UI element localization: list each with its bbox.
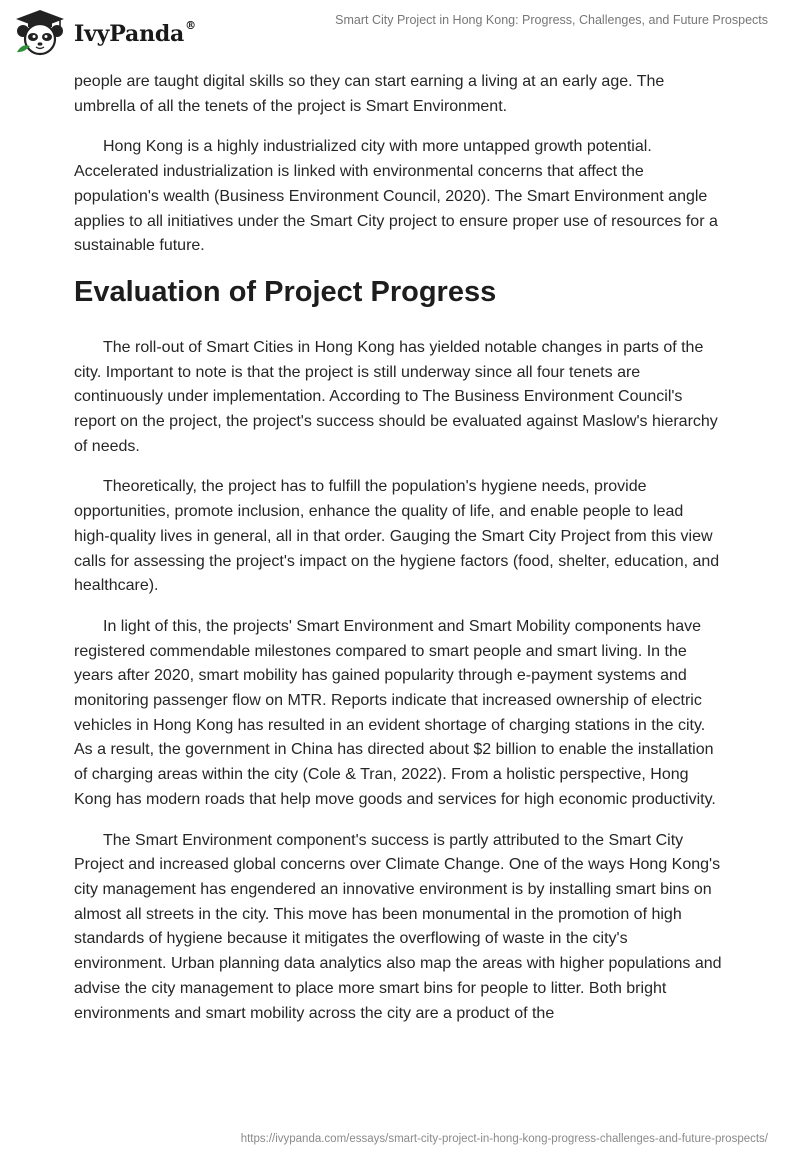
source-url-link[interactable]: https://ivypanda.com/essays/smart-city-project-in-hong-kong-progress-challenges-and-future-prospects/ bbox=[240, 1133, 768, 1145]
brand-logo[interactable] bbox=[14, 8, 196, 56]
paragraph-continuation: people are taught digital skills so they can start earning a living at an early age. The umbrella of all the tenets of the project is Smart Environment. bbox=[74, 73, 665, 115]
brand-name: IvyPanda® bbox=[74, 18, 196, 47]
paragraph: The roll-out of Smart Cities in Hong Kong has yielded notable changes in parts of the city. Important to note is that the project is still underway since all four tenets are continuously under implementation. According to The Business Environment Council's report on the project, the project's success should be evaluated against Maslow's hierarchy of needs. bbox=[74, 338, 718, 455]
paragraph: In light of this, the projects' Smart Environment and Smart Mobility components have registered commendable milestones compared to smart people and smart living. In the years after 2020, smart mobility has gained popularity through e-payment systems and monitoring passenger flow on MTR. Reports indicate that increased ownership of electric vehicles in Hong Kong has resulted in an evident shortage of charging stations in the city. As a result, the government in China has directed about $2 billion to enable the installation of charging areas within the city (Cole & Tran, 2022). From a holistic perspective, Hong Kong has modern roads that help move goods and services for high economic productivity. bbox=[74, 617, 716, 808]
registered-mark: ® bbox=[185, 18, 196, 32]
panda-graduate-icon bbox=[14, 8, 66, 56]
page-header bbox=[0, 0, 800, 62]
running-title: Smart City Project in Hong Kong: Progress, Challenges, and Future Prospects bbox=[335, 13, 768, 27]
essay-content bbox=[74, 70, 722, 1042]
section-heading: Evaluation of Project Progress bbox=[74, 275, 497, 308]
paragraph: Hong Kong is a highly industrialized city with more untapped growth potential. Accelerated industrialization is linked with environmental concerns that affect the population's wealth (Business Environment Council, 2020). The Smart Environment angle applies to all initiatives under the Smart City project to ensure proper use of resources for a sustainable future. bbox=[74, 138, 718, 255]
paragraph: Theoretically, the project has to fulfill the population's hygiene needs, provide opportunities, promote inclusion, enhance the quality of life, and enable people to lead high-quality lives in general, all in that order. Gauging the Smart City Project from this view calls for assessing the project's impact on the hygiene factors (food, shelter, education, and healthcare). bbox=[74, 478, 720, 595]
paragraph: The Smart Environment component's success is partly attributed to the Smart City Project and increased global concerns over Climate Change. One of the ways Hong Kong's city management has engendered an innovative environment is by installing smart bins on almost all streets in the city. This move has been monumental in the promotion of high standards of hygiene because it mitigates the overflowing of waste in the city's environment. Urban planning data analytics also map the areas with higher populations and advise the city management to place more smart bins for people to litter. Both bright environments and smart mobility across the city are a product of the bbox=[74, 831, 722, 1022]
